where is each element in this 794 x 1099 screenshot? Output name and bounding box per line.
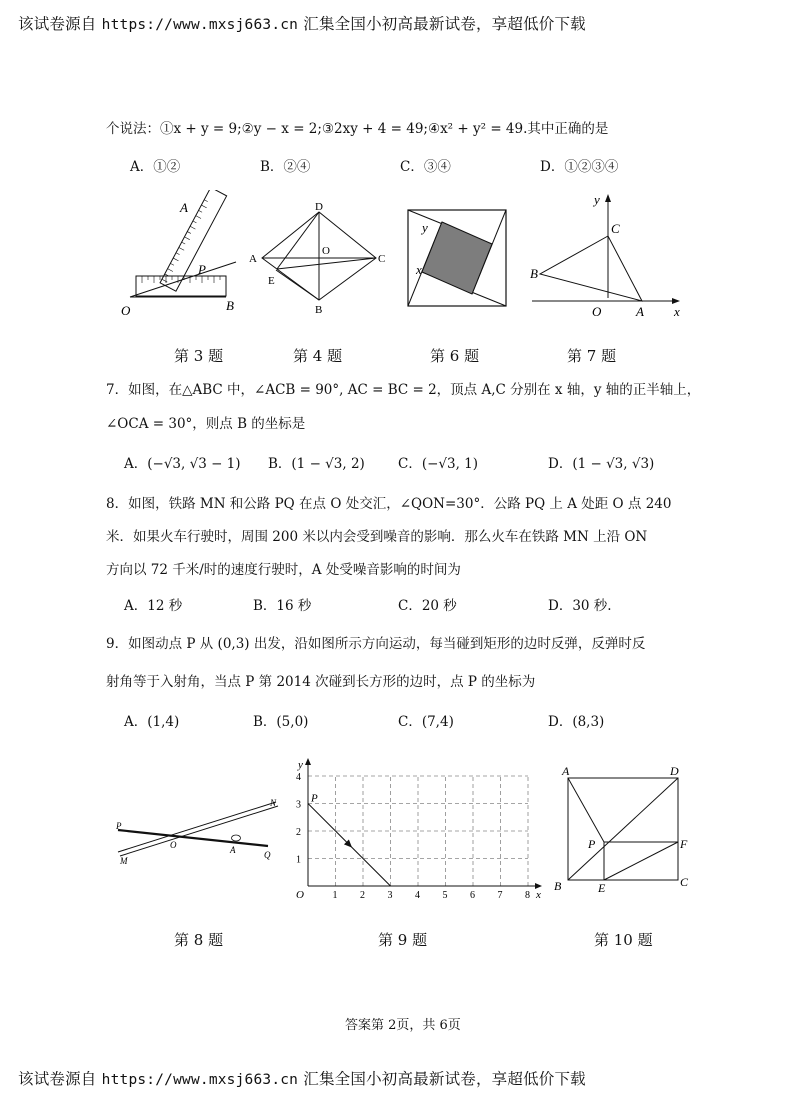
banner-prefix-bottom: 该试卷源自 — [18, 1070, 97, 1088]
figure-9 — [290, 756, 550, 906]
q8-line1: 8．如图，铁路 MN 和公路 PQ 在点 O 处交汇，∠QON=30°．公路 PQ 上 A 处距 O 点 240 — [106, 496, 672, 512]
fig10-label-a: A — [562, 764, 570, 778]
q9-option-d: D．(8,3) — [548, 714, 605, 730]
fig9-xtick-label: 7 — [497, 890, 503, 901]
q9-option-a: A．(1,4) — [124, 714, 180, 730]
fig9-xtick-label: 8 — [525, 890, 530, 901]
fig10-label-c: C — [680, 875, 689, 889]
fig8-label-m: M — [120, 856, 128, 866]
q6-option-d: D．①②③④ — [540, 159, 619, 175]
fig10-label-p: P — [588, 837, 596, 851]
fig7-label-y: y — [594, 192, 600, 207]
fig3-label-a: A — [180, 200, 188, 215]
q8-line2: 米．如果火车行驶时，周围 200 米以内会受到噪音的影响．那么火车在铁路 MN 上沿 ON — [106, 529, 648, 545]
fig9-xtick-label: 5 — [442, 890, 448, 901]
fig9-ytick-label: 2 — [296, 827, 301, 838]
banner-suffix: 汇集全国小初高最新试卷，享超低价下载 — [303, 15, 586, 33]
fig4-label-o: O — [322, 245, 330, 257]
figure-10 — [552, 758, 702, 898]
caption-fig9: 第 9 题 — [378, 931, 428, 949]
fig9-xtick-label: 4 — [415, 890, 420, 901]
figure-4 — [240, 198, 390, 316]
caption-fig8: 第 8 题 — [174, 931, 224, 949]
fig9-ytick-label: 1 — [296, 854, 301, 866]
fig8-label-p: P — [116, 821, 122, 831]
fig6-label-y: y — [422, 220, 428, 235]
fig10-label-b: B — [554, 879, 562, 893]
question-6-tail: 个说法：①x + y = 9;②y − x = 2;③2xy + 4 = 49;④x² + y² = 49.其中正确的是 — [106, 121, 609, 137]
q6-option-a: A．①② — [130, 159, 181, 175]
q7-line1: 7．如图，在△ABC 中，∠ACB = 90°, AC = BC = 2，顶点 A,C 分别在 x 轴，y 轴的正半轴上， — [106, 382, 701, 398]
fig9-label-o: O — [296, 889, 304, 901]
q8-option-b: B．16 秒 — [253, 598, 312, 614]
fig4-label-d: D — [315, 201, 323, 213]
fig3-label-b: B — [226, 298, 234, 313]
caption-fig3: 第 3 题 — [174, 347, 224, 365]
page-footer: 答案第 2页，共 6页 — [345, 1018, 461, 1033]
fig4-label-a: A — [249, 253, 257, 265]
header-banner — [18, 12, 586, 34]
fig7-label-a: A — [636, 304, 644, 319]
fig6-label-x: x — [416, 262, 422, 277]
fig9-label-y: y — [298, 759, 303, 771]
q8-line3: 方向以 72 千米/时的速度行驶时，A 处受噪音影响的时间为 — [106, 562, 461, 578]
q7-option-b: B．(1 − √3, 2) — [268, 456, 365, 472]
fig7-label-o: O — [592, 304, 602, 319]
banner-url[interactable]: https://www.mxsj663.cn — [101, 17, 299, 33]
fig3-label-o: O — [121, 303, 131, 318]
fig9-label-p: P — [311, 792, 318, 805]
caption-fig10: 第 10 题 — [594, 931, 653, 949]
fig8-label-o: O — [170, 840, 177, 850]
caption-fig7: 第 7 题 — [567, 347, 617, 365]
banner-prefix: 该试卷源自 — [18, 15, 97, 33]
banner-suffix-bottom: 汇集全国小初高最新试卷，享超低价下载 — [303, 1070, 586, 1088]
q6-option-b: B．②④ — [260, 159, 311, 175]
q9-line1: 9．如图动点 P 从 (0,3) 出发，沿如图所示方向运动，每当碰到矩形的边时反弹，反弹时反 — [106, 636, 646, 652]
q7-line2: ∠OCA = 30°，则点 B 的坐标是 — [106, 416, 306, 432]
fig9-xtick-label: 1 — [332, 890, 338, 901]
fig7-label-c: C — [611, 221, 620, 236]
fig10-label-e: E — [598, 881, 606, 895]
caption-fig6: 第 6 题 — [430, 347, 480, 365]
fig10-label-d: D — [670, 764, 679, 778]
fig7-label-x: x — [674, 304, 680, 319]
fig9-xtick-label: 6 — [470, 890, 475, 901]
figure-8 — [110, 790, 290, 870]
fig7-label-b: B — [530, 266, 538, 281]
q9-option-c: C．(7,4) — [398, 714, 454, 730]
fig3-label-p: P — [198, 262, 206, 277]
fig4-label-b: B — [315, 304, 323, 316]
q7-option-d: D．(1 − √3, √3) — [548, 456, 655, 472]
q6-option-c: C．③④ — [400, 159, 451, 175]
q8-option-a: A．12 秒 — [124, 598, 183, 614]
fig4-label-e: E — [268, 275, 275, 287]
q8-option-d: D．30 秒. — [548, 598, 612, 614]
q7-option-a: A．(−√3, √3 − 1) — [124, 456, 241, 472]
q7-option-c: C．(−√3, 1) — [398, 456, 479, 472]
fig10-label-f: F — [680, 837, 688, 851]
fig8-label-a: A — [230, 845, 236, 855]
figure-7 — [526, 190, 686, 320]
fig9-label-x: x — [536, 889, 541, 901]
q8-option-c: C．20 秒 — [398, 598, 457, 614]
banner-url-bottom[interactable]: https://www.mxsj663.cn — [101, 1072, 299, 1088]
fig8-label-q: Q — [264, 850, 271, 860]
footer-banner — [18, 1067, 586, 1089]
fig4-label-c: C — [378, 253, 386, 265]
caption-fig4: 第 4 题 — [293, 347, 343, 365]
fig9-xtick-label: 3 — [387, 890, 393, 901]
fig9-ytick-label: 4 — [296, 772, 301, 783]
q9-line2: 射角等于入射角，当点 P 第 2014 次碰到长方形的边时，点 P 的坐标为 — [106, 674, 536, 690]
ruler-horizontal — [136, 276, 226, 296]
fig9-xtick-label: 2 — [360, 890, 365, 901]
fig9-ytick-label: 3 — [296, 799, 301, 811]
figure-6 — [400, 200, 520, 310]
figure-3 — [118, 190, 238, 320]
fig8-label-n: N — [270, 798, 277, 808]
shaded-square — [422, 222, 492, 294]
triangle-abc — [540, 236, 642, 301]
q9-option-b: B．(5,0) — [253, 714, 309, 730]
